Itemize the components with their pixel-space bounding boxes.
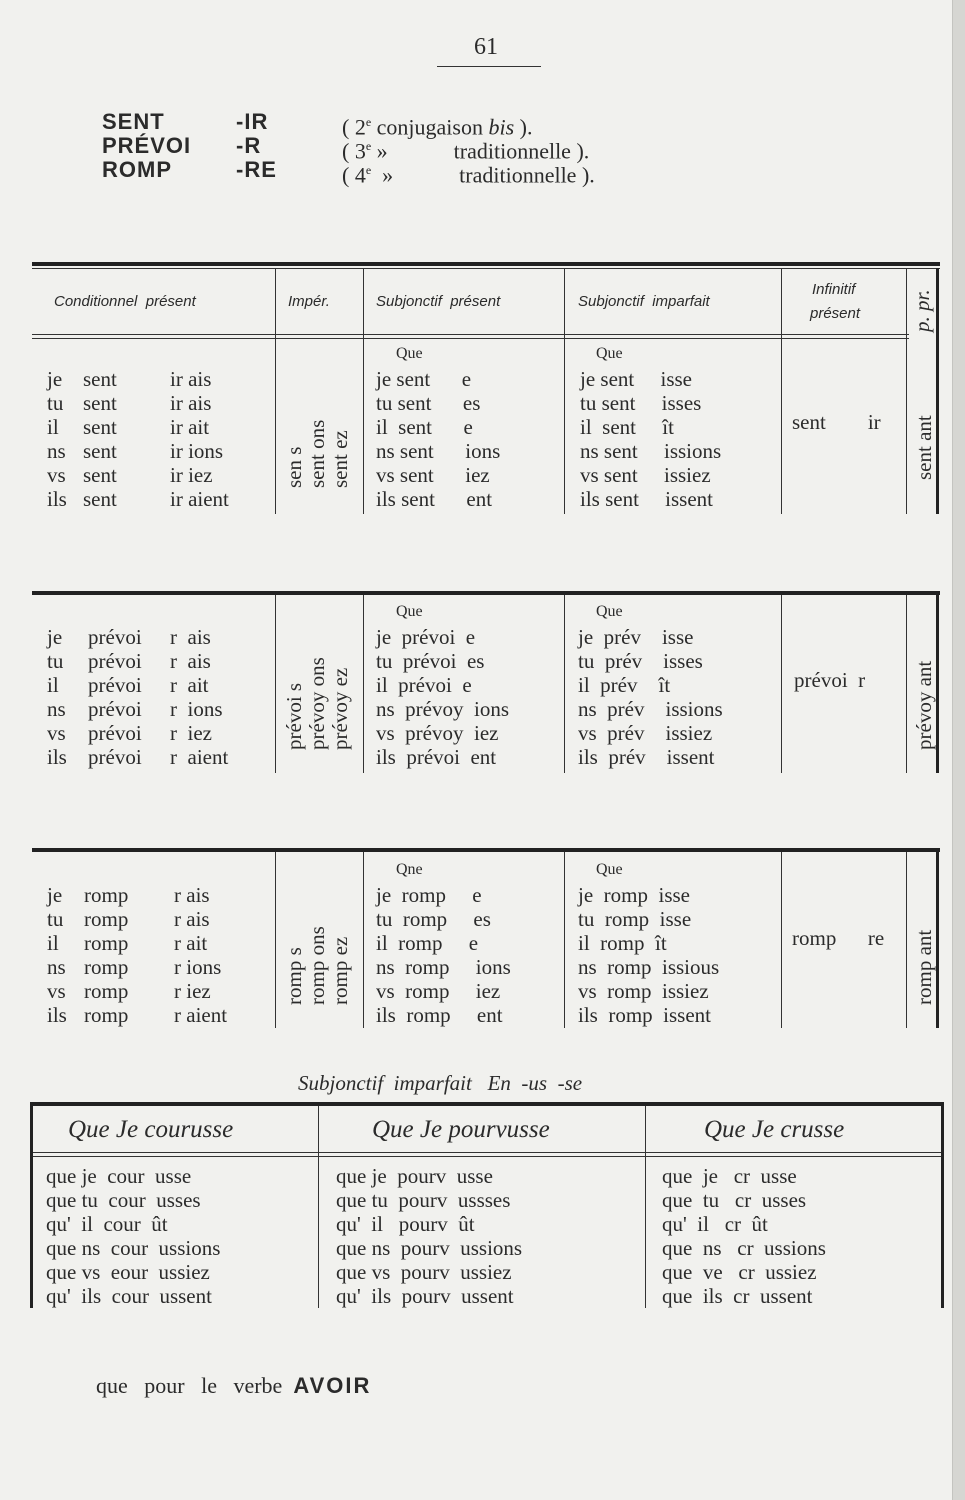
infinitif-form: sent ir bbox=[792, 410, 881, 434]
header-stem-1: SENT bbox=[102, 109, 165, 134]
table-top-rule bbox=[30, 1102, 944, 1106]
table-top-rule bbox=[32, 262, 940, 266]
divider bbox=[363, 268, 364, 514]
divider bbox=[318, 1106, 319, 1308]
footer-text: que pour le verbe bbox=[96, 1373, 283, 1398]
que-label: Que bbox=[396, 345, 423, 362]
cond-endings: ir ais ir ais ir ait ir ions ir iez ir aient bbox=[170, 367, 229, 511]
header-ending-2: -R bbox=[236, 133, 262, 158]
imper-2: romp ons bbox=[305, 926, 329, 1005]
right-border bbox=[941, 1102, 944, 1308]
participe-present: sent ant bbox=[912, 415, 936, 480]
divider bbox=[781, 268, 782, 514]
col-header-subj-present: Subjonctif présent bbox=[376, 293, 501, 310]
table-top-rule-thin bbox=[32, 268, 940, 269]
que-label: Qne bbox=[396, 861, 423, 878]
col-header-subj-imparfait: Subjonctif imparfait bbox=[578, 293, 710, 310]
header-under-rule bbox=[32, 334, 909, 335]
imper-1: romp s bbox=[282, 947, 306, 1005]
left-border bbox=[30, 1102, 33, 1308]
courusse-forms: que je cour usse que tu cour usses qu' il cour ût que ns cour ussions que vs eour ussiez qu' ils cour ussent bbox=[46, 1164, 221, 1308]
cond-stems: prévoi prévoi prévoi prévoi prévoi prévoi bbox=[88, 625, 142, 769]
col-header-imper: Impér. bbox=[288, 293, 330, 310]
col-header-pp: p. pr. bbox=[910, 289, 934, 332]
divider bbox=[275, 595, 276, 773]
header-crusse: Que Je crusse bbox=[704, 1116, 845, 1143]
divider bbox=[645, 1106, 646, 1308]
cond-endings: r ais r ais r ait r ions r iez r aient bbox=[170, 625, 229, 769]
col-header-conditionnel: Conditionnel présent bbox=[54, 293, 196, 310]
header-desc-2: ( 3e » traditionnelle ). bbox=[342, 138, 590, 164]
page-number: 61 bbox=[474, 34, 498, 60]
header-pourvusse: Que Je pourvusse bbox=[372, 1116, 550, 1143]
cond-persons: je tu il ns vs ils bbox=[47, 367, 67, 511]
page-number-rule bbox=[437, 66, 541, 67]
imper-3: prévoy ez bbox=[328, 667, 352, 750]
pourvusse-forms: que je pourv usse que tu pourv ussses qu' il pourv ût que ns pourv ussions que vs pourv ussiez qu' ils pourv ussent bbox=[336, 1164, 523, 1308]
cond-persons: je tu il ns vs ils bbox=[47, 883, 67, 1027]
imper-3: romp ez bbox=[328, 936, 352, 1005]
divider bbox=[564, 268, 565, 514]
footer-line bbox=[96, 1373, 371, 1399]
cond-stems: romp romp romp romp romp romp bbox=[84, 883, 129, 1027]
que-label: Que bbox=[596, 861, 623, 878]
header-ending-1: -IR bbox=[236, 109, 269, 134]
divider bbox=[906, 595, 907, 773]
subjonctif-section-title: Subjonctif imparfait En -us -se bbox=[298, 1071, 583, 1095]
divider bbox=[275, 268, 276, 514]
divider bbox=[363, 852, 364, 1028]
header-stem-3: ROMP bbox=[102, 157, 172, 182]
divider bbox=[564, 852, 565, 1028]
header-under-rule bbox=[33, 1152, 941, 1153]
imper-2: prévoy ons bbox=[305, 657, 329, 750]
header-desc-3: ( 4e » traditionnelle ). bbox=[342, 162, 595, 188]
table-top-rule bbox=[32, 848, 940, 852]
imper-1: sen s bbox=[282, 446, 306, 488]
infinitif-form: prévoi r bbox=[794, 668, 866, 692]
cond-endings: r ais r ais r ait r ions r iez r aient bbox=[174, 883, 228, 1027]
subj-present-forms: je romp e tu romp es il romp e ns romp ions vs romp iez ils romp ent bbox=[376, 883, 511, 1027]
footer-verb: AVOIR bbox=[293, 1373, 372, 1398]
table-top-rule bbox=[32, 591, 940, 595]
col-header-present: présent bbox=[810, 305, 861, 322]
header-ending-3: -RE bbox=[236, 157, 277, 182]
cond-persons: je tu il ns vs ils bbox=[47, 625, 67, 769]
subj-present-forms: je sent e tu sent es il sent e ns sent ions vs sent iez ils sent ent bbox=[376, 367, 501, 511]
infinitif-form: romp re bbox=[792, 926, 885, 950]
header-under-rule-2 bbox=[33, 1156, 941, 1157]
divider bbox=[906, 852, 907, 1028]
page-edge bbox=[952, 0, 965, 1500]
header-desc-1: ( 2e conjugaison bis ). bbox=[342, 114, 533, 140]
crusse-forms: que je cr usse que tu cr usses qu' il cr ût que ns cr ussions que ve cr ussiez que ils cr ussent bbox=[662, 1164, 826, 1308]
imper-3: sent ez bbox=[328, 430, 352, 488]
subj-present-forms: je prévoi e tu prévoi es il prévoi e ns prévoy ions vs prévoy iez ils prévoi ent bbox=[376, 625, 509, 769]
que-label: Que bbox=[596, 345, 623, 362]
subj-imparfait-forms: je sent isse tu sent isses il sent ît ns sent issions vs sent issiez ils sent issent bbox=[580, 367, 722, 511]
divider bbox=[275, 852, 276, 1028]
header-courusse: Que Je courusse bbox=[68, 1116, 234, 1143]
imper-1: prévoi s bbox=[282, 682, 306, 750]
divider bbox=[781, 852, 782, 1028]
que-label: Que bbox=[596, 603, 623, 620]
subj-imparfait-forms: je romp isse tu romp isse il romp ît ns romp issious vs romp issiez ils romp issent bbox=[578, 883, 720, 1027]
divider bbox=[781, 595, 782, 773]
header-under-rule-2 bbox=[32, 338, 909, 339]
divider bbox=[363, 595, 364, 773]
participe-present: prévoy ant bbox=[912, 660, 936, 750]
divider bbox=[564, 595, 565, 773]
divider bbox=[906, 268, 907, 514]
que-label: Que bbox=[396, 603, 423, 620]
participe-present: romp ant bbox=[912, 929, 936, 1005]
cond-stems: sent sent sent sent sent sent bbox=[83, 367, 117, 511]
subj-imparfait-forms: je prév isse tu prév isses il prév ît ns prév issions vs prév issiez ils prév issent bbox=[578, 625, 723, 769]
col-header-infinitif: Infinitif bbox=[812, 281, 856, 298]
imper-2: sent ons bbox=[305, 419, 329, 488]
header-stem-2: PRÉVOI bbox=[102, 133, 192, 158]
